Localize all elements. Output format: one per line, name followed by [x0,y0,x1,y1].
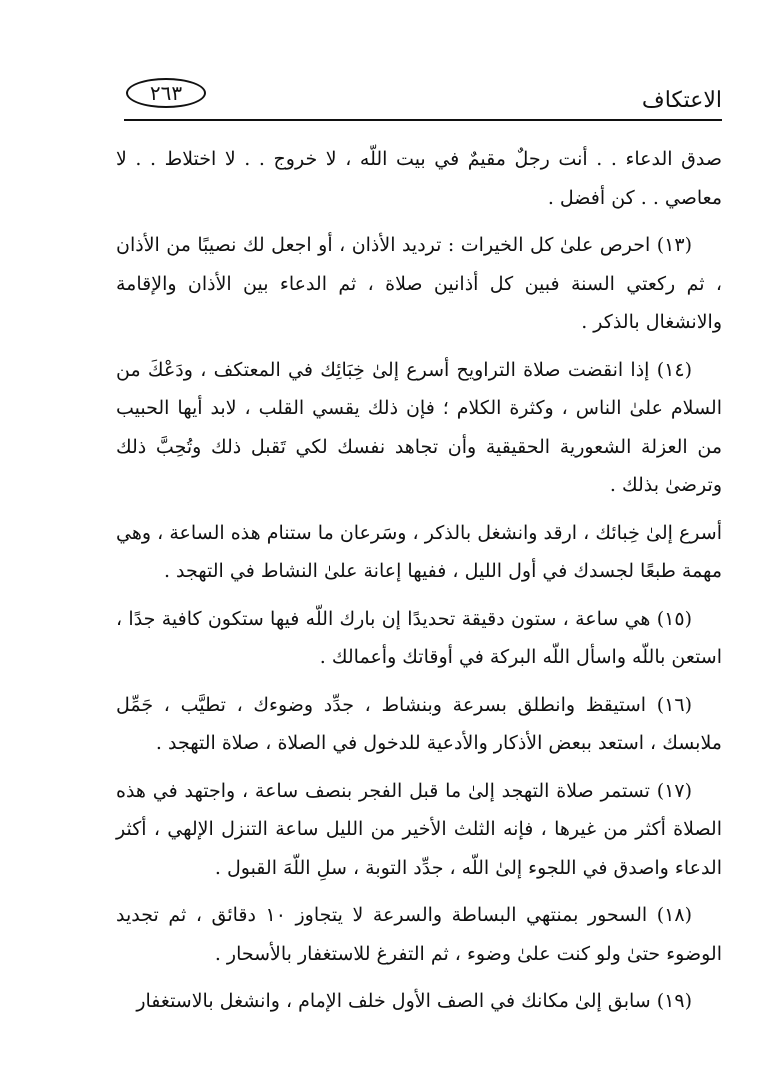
paragraph-14: (١٤) إذا انقضت صلاة التراويح أسرع إلىٰ خِبَائِك في المعتكف ، ودَعْكَ من السلام علىٰ الناس ، وكثرة الكلام ؛ فإن ذلك يقسي القلب ، لابد أيها الحبيب من العزلة الشعورية الحقيقية وأن تجاهد نفسك لكي تَقبل ذلك وتُحِبَّ ذلك وترضىٰ بذلك . [116,358,722,496]
paragraph-16: (١٦) استيقظ وانطلق بسرعة وبنشاط ، جدِّد وضوءك ، تطيَّب ، جَمِّل ملابسك ، استعد ببعض الأذكار والأدعية للدخول في الصلاة ، صلاة التهجد . [116,693,722,754]
paragraph-15: (١٥) هي ساعة ، ستون دقيقة تحديدًا إن بارك اللّه فيها ستكون كافية جدًا ، استعن باللّه واسأل اللّه البركة في أوقاتك وأعمالك . [116,607,722,668]
running-title: الاعتكاف [641,88,722,113]
paragraph-13: (١٣) احرص علىٰ كل الخيرات : ترديد الأذان ، أو اجعل لك نصيبًا من الأذان ، ثم ركعتي السنة فبين كل أذانين صلاة ، ثم الدعاء بين الأذان والإقامة والانشغال بالذكر . [116,234,722,333]
paragraph-19: (١٩) سابق إلىٰ مكانك في الصف الأول خلف الإمام ، وانشغل بالاستغفار [136,990,692,1012]
paragraph-17: (١٧) تستمر صلاة التهجد إلىٰ ما قبل الفجر بنصف ساعة ، واجتهد في هذه الصلاة أكثر من غيرها ، فإنه الثلث الأخير من الليل ساعة التنزل الإلهي ، أكثر الدعاء واصدق في اللجوء إلىٰ اللّه ، جدِّد التوبة ، سلِ اللّهَ القبول . [116,779,722,879]
paragraph-18: (١٨) السحور بمنتهي البساطة والسرعة لا يتجاوز ١٠ دقائق ، ثم تجديد الوضوء حتىٰ ولو كنت علىٰ وضوء ، ثم التفرغ للاستغفار بالأسحار . [116,904,722,965]
body-text [116,140,722,1021]
paragraph-continuation: صدق الدعاء . . أنت رجلٌ مقيمٌ في بيت اللّه ، لا خروج . . لا اختلاط . . لا معاصي . . كن أفضل . [116,148,722,209]
header-rule [124,119,722,121]
paragraph-hurry: أسرع إلىٰ خِبائك ، ارقد وانشغل بالذكر ، وسَرعان ما ستنام هذه الساعة ، وهي مهمة طبعًا لجسدك في أول الليل ، ففيها إعانة علىٰ النشاط في التهجد . [116,521,722,582]
page-number: ٢٦٣ [126,78,206,108]
